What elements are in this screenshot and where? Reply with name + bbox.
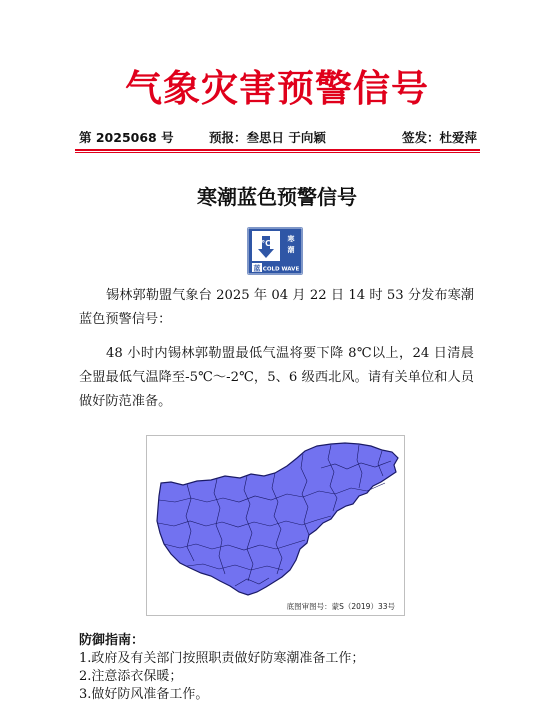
map-credit: 底图审图号：蒙S（2019）33号 — [286, 602, 395, 611]
header-divider-thick — [75, 149, 480, 151]
header-divider-thin — [75, 152, 480, 153]
document-number: 第 2025068 号 — [79, 130, 174, 145]
guide-item: 1.政府及有关部门按照职责做好防寒潮准备工作； — [79, 651, 365, 666]
signal-level: 蓝 — [253, 264, 261, 273]
signal-english: COLD WAVE — [262, 266, 300, 273]
warning-title: 寒潮蓝色预警信号 — [197, 185, 357, 209]
xilingol-region-map — [147, 436, 404, 615]
signal-graphic — [247, 227, 303, 275]
defense-guide-heading: 防御指南： — [79, 633, 145, 648]
forecaster-names: 预报：叁思日 于向颖 — [209, 130, 326, 145]
signal-symbol: °C — [261, 239, 271, 248]
issuer-name: 签发：杜爱萍 — [401, 130, 477, 145]
forecast-paragraph: 48 小时内锡林郭勒盟最低气温将要下降 8℃以上，24 日清晨全盟最低气温降至-5℃～-2℃，5、6 级西北风。请有关单位和人员做好防范准备。 — [79, 346, 474, 409]
guide-item: 2.注意添衣保暖； — [79, 669, 183, 684]
issuance-paragraph: 锡林郭勒盟气象台 2025 年 04 月 22 日 14 时 53 分发布寒潮蓝色预警信号： — [79, 288, 474, 327]
cold-wave-blue-signal-icon — [247, 227, 303, 275]
signal-vertical-char-1: 寒 — [287, 235, 295, 243]
defense-guide-list — [79, 650, 364, 704]
signal-vertical-char-2: 潮 — [287, 246, 295, 254]
guide-item: 3.做好防风准备工作。 — [79, 687, 209, 702]
document-meta-row — [79, 128, 477, 144]
warning-area-map — [146, 435, 405, 616]
document-title: 气象灾害预警信号 — [125, 66, 429, 110]
